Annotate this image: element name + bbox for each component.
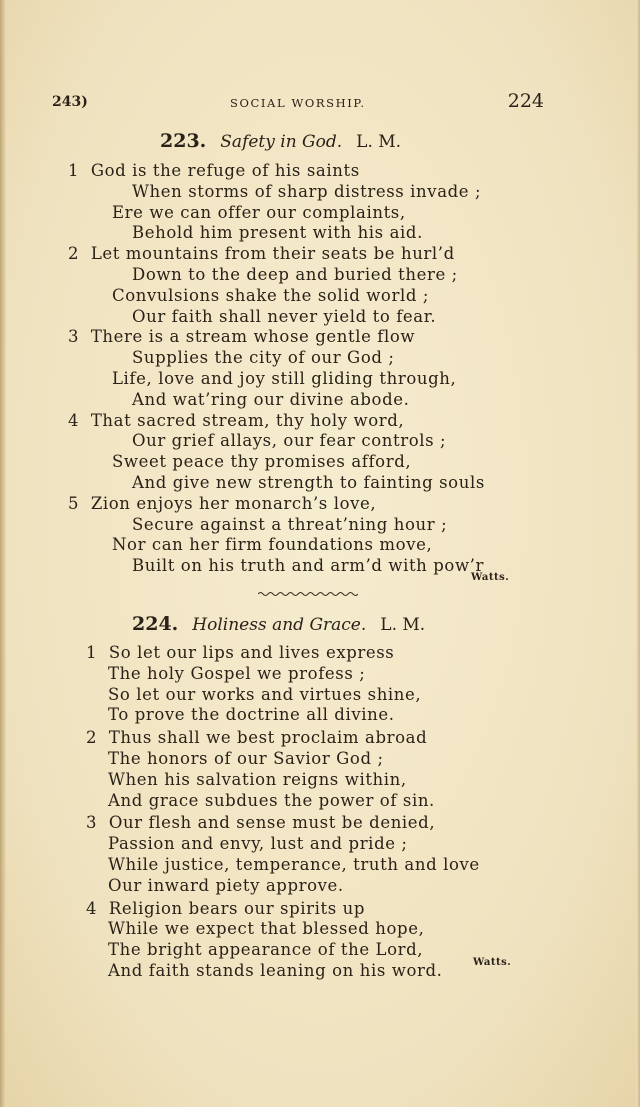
hymn-title <box>132 613 425 635</box>
page-edge-right <box>636 0 640 1107</box>
verse-line-text: There is a stream whose gentle flow <box>90 327 416 347</box>
running-head-left: 243) <box>52 94 88 110</box>
verse-number: 5 <box>68 493 80 513</box>
verse-line <box>68 494 508 515</box>
running-head-title: SOCIAL WORSHIP. <box>230 96 366 110</box>
verse-line-text: Zion enjoys her monarch’s love, <box>90 493 377 513</box>
verse-number: 3 <box>68 327 80 347</box>
verse-number: 1 <box>68 161 80 180</box>
verse-number: 2 <box>68 244 80 264</box>
verse-line: Our faith shall never yield to fear. <box>132 306 437 326</box>
verse-line-text: So let our lips and lives express <box>108 643 395 662</box>
verse-line-text: Religion bears our spirits up <box>108 898 366 918</box>
verse <box>68 327 530 410</box>
verse-line: Down to the deep and buried there ; <box>132 264 458 284</box>
running-head <box>52 90 544 114</box>
verse <box>86 643 530 726</box>
verse-line: Built on his truth and arm’d with pow’r <box>132 556 484 576</box>
verse-line <box>86 728 526 749</box>
verse-line: And wat’ring our divine abode. <box>132 389 410 409</box>
verse-line <box>86 643 526 664</box>
verse-line-text: Thus shall we best proclaim abroad <box>108 728 428 748</box>
verse-line: And give new strength to fainting souls <box>132 472 485 492</box>
verse-line <box>86 813 526 834</box>
verse-line: While justice, temperance, truth and love <box>108 854 480 874</box>
verse-line: Our grief allays, our fear controls ; <box>132 431 447 451</box>
verse <box>68 493 530 577</box>
verse-line: When storms of sharp distress invade ; <box>132 181 482 201</box>
verse-line: Passion and envy, lust and pride ; <box>108 834 408 854</box>
verse <box>86 898 530 982</box>
hymn-number: 223. <box>160 130 207 152</box>
verse-line: The holy Gospel we profess ; <box>108 663 366 683</box>
verse-number: 3 <box>86 813 98 833</box>
verse-number: 4 <box>68 410 80 430</box>
verse <box>68 244 530 327</box>
verse-line: To prove the doctrine all divine. <box>108 705 395 725</box>
hymn-body <box>86 643 530 982</box>
ornamental-divider-icon <box>258 590 358 598</box>
verse-line: Secure against a threat’ning hour ; <box>132 514 448 534</box>
verse-line: Ere we can offer our complaints, <box>112 202 406 222</box>
verse-line: And grace subdues the power of sin. <box>108 790 435 810</box>
hymn-meter: L. M. <box>380 615 426 635</box>
page-edge-left <box>0 0 6 1107</box>
verse-line: Life, love and joy still gliding through, <box>112 368 457 388</box>
page-number: 224 <box>507 90 544 112</box>
verse-line: The bright appearance of the Lord, <box>108 940 424 960</box>
verse-line <box>68 161 508 182</box>
verse-line: When his salvation reigns within, <box>108 769 407 789</box>
verse-line-text: Let mountains from their seats be hurl’d <box>90 244 455 264</box>
verse <box>68 410 530 494</box>
verse-line: Sweet peace thy promises afford, <box>112 452 412 472</box>
verse-line: Convulsions shake the solid world ; <box>112 285 429 305</box>
verse-line: Behold him present with his aid. <box>132 223 423 243</box>
verse-line: While we expect that blessed hope, <box>108 919 425 939</box>
hymn-name: Holiness and Grace. <box>192 615 367 635</box>
verse-line-text: God is the refuge of his saints <box>90 161 360 180</box>
hymn-author: Watts. <box>471 572 510 583</box>
verse-line-text: That sacred stream, thy holy word, <box>90 410 405 430</box>
hymn-number: 224. <box>132 613 179 635</box>
verse-number: 4 <box>86 898 98 918</box>
verse-line: Nor can her firm foundations move, <box>112 535 433 555</box>
verse-line <box>68 244 508 265</box>
verse-line: Our inward piety approve. <box>108 875 344 895</box>
hymn-meter: L. M. <box>356 132 402 152</box>
hymn-author: Watts. <box>473 957 512 968</box>
verse-line <box>86 899 526 920</box>
verse-number: 1 <box>86 643 98 662</box>
verse <box>68 161 530 244</box>
verse-line: So let our works and virtues shine, <box>108 684 422 704</box>
verse-line <box>68 411 508 432</box>
hymn-body <box>68 161 530 577</box>
verse-number: 2 <box>86 728 98 748</box>
hymn-name: Safety in God. <box>220 132 343 152</box>
verse <box>86 813 530 896</box>
verse-line <box>68 327 508 348</box>
verse-line: The honors of our Savior God ; <box>108 748 384 768</box>
verse-line: And faith stands leaning on his word. <box>108 960 443 980</box>
verse-line-text: Our flesh and sense must be denied, <box>108 813 436 833</box>
verse-line: Supplies the city of our God ; <box>132 348 395 368</box>
verse <box>86 728 530 811</box>
hymn-title <box>160 130 401 152</box>
